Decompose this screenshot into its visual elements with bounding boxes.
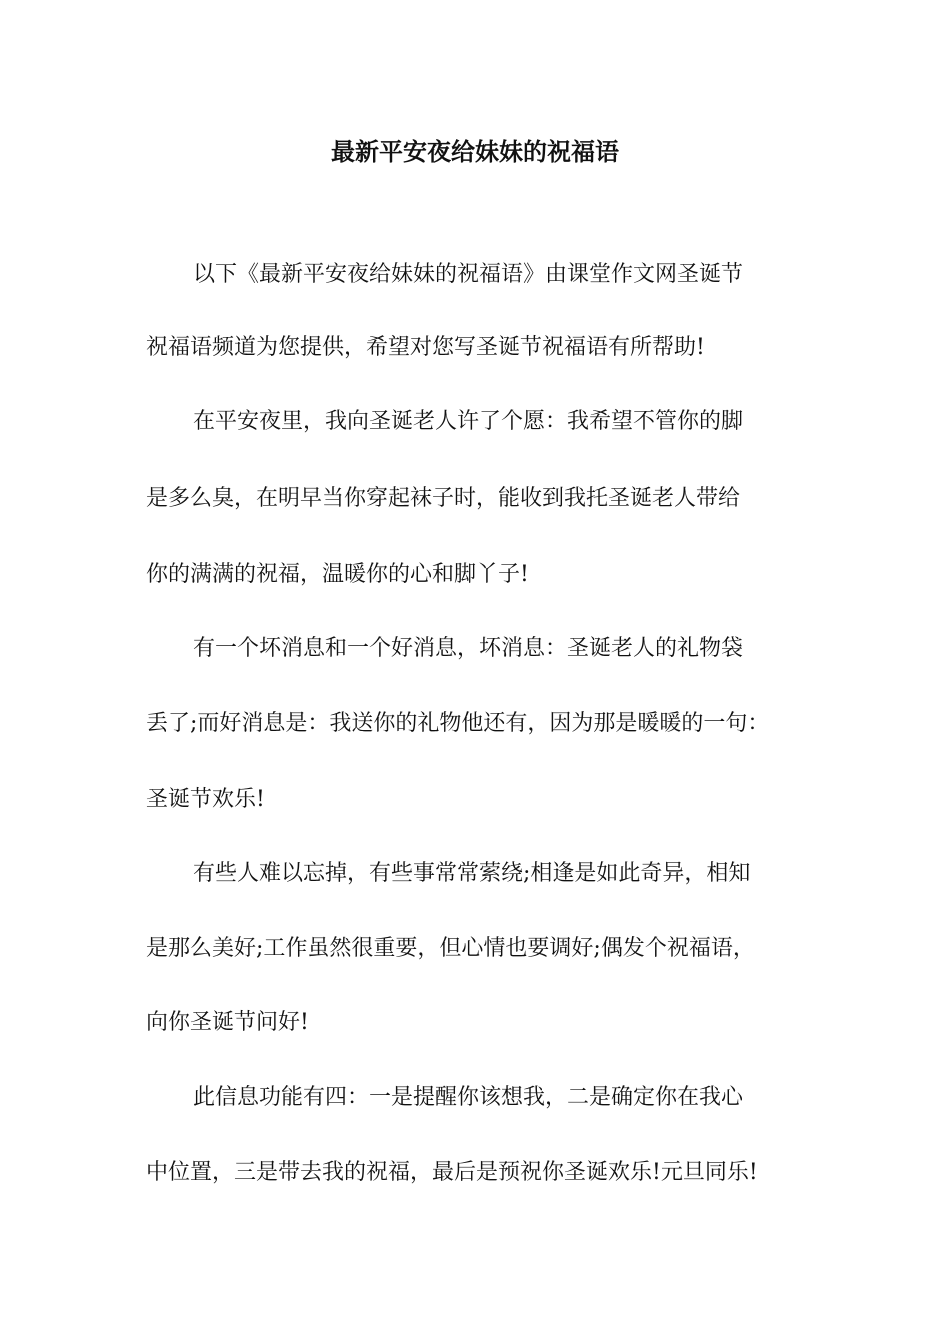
paragraph-1-line-1: 以下《最新平安夜给妹妹的祝福语》由课堂作文网圣诞节 (193, 262, 744, 287)
paragraph-2-line-3: 你的满满的祝福，温暖你的心和脚丫子! (146, 562, 529, 587)
paragraph-5-line-1: 此信息功能有四：一是提醒你该想我，二是确定你在我心 (193, 1085, 744, 1110)
paragraph-3-line-3: 圣诞节欢乐! (146, 787, 265, 812)
paragraph-5-line-2: 中位置，三是带去我的祝福，最后是预祝你圣诞欢乐!元旦同乐! (146, 1160, 758, 1185)
paragraph-2-line-1: 在平安夜里，我向圣诞老人许了个愿：我希望不管你的脚 (193, 409, 744, 434)
paragraph-4-line-3: 向你圣诞节问好! (146, 1010, 309, 1035)
document-title: 最新平安夜给妹妹的祝福语 (331, 137, 619, 166)
paragraph-2-line-2: 是多么臭，在明早当你穿起袜子时，能收到我托圣诞老人带给 (146, 486, 741, 511)
paragraph-3-line-1: 有一个坏消息和一个好消息，坏消息：圣诞老人的礼物袋 (193, 636, 744, 661)
paragraph-1-line-2: 祝福语频道为您提供，希望对您写圣诞节祝福语有所帮助! (146, 335, 705, 360)
paragraph-4-line-2: 是那么美好;工作虽然很重要，但心情也要调好;偶发个祝福语， (146, 936, 755, 961)
paragraph-3-line-2: 丢了;而好消息是：我送你的礼物他还有，因为那是暖暖的一句： (146, 711, 770, 736)
paragraph-4-line-1: 有些人难以忘掉，有些事常常萦绕;相逢是如此奇异，相知 (193, 861, 751, 886)
